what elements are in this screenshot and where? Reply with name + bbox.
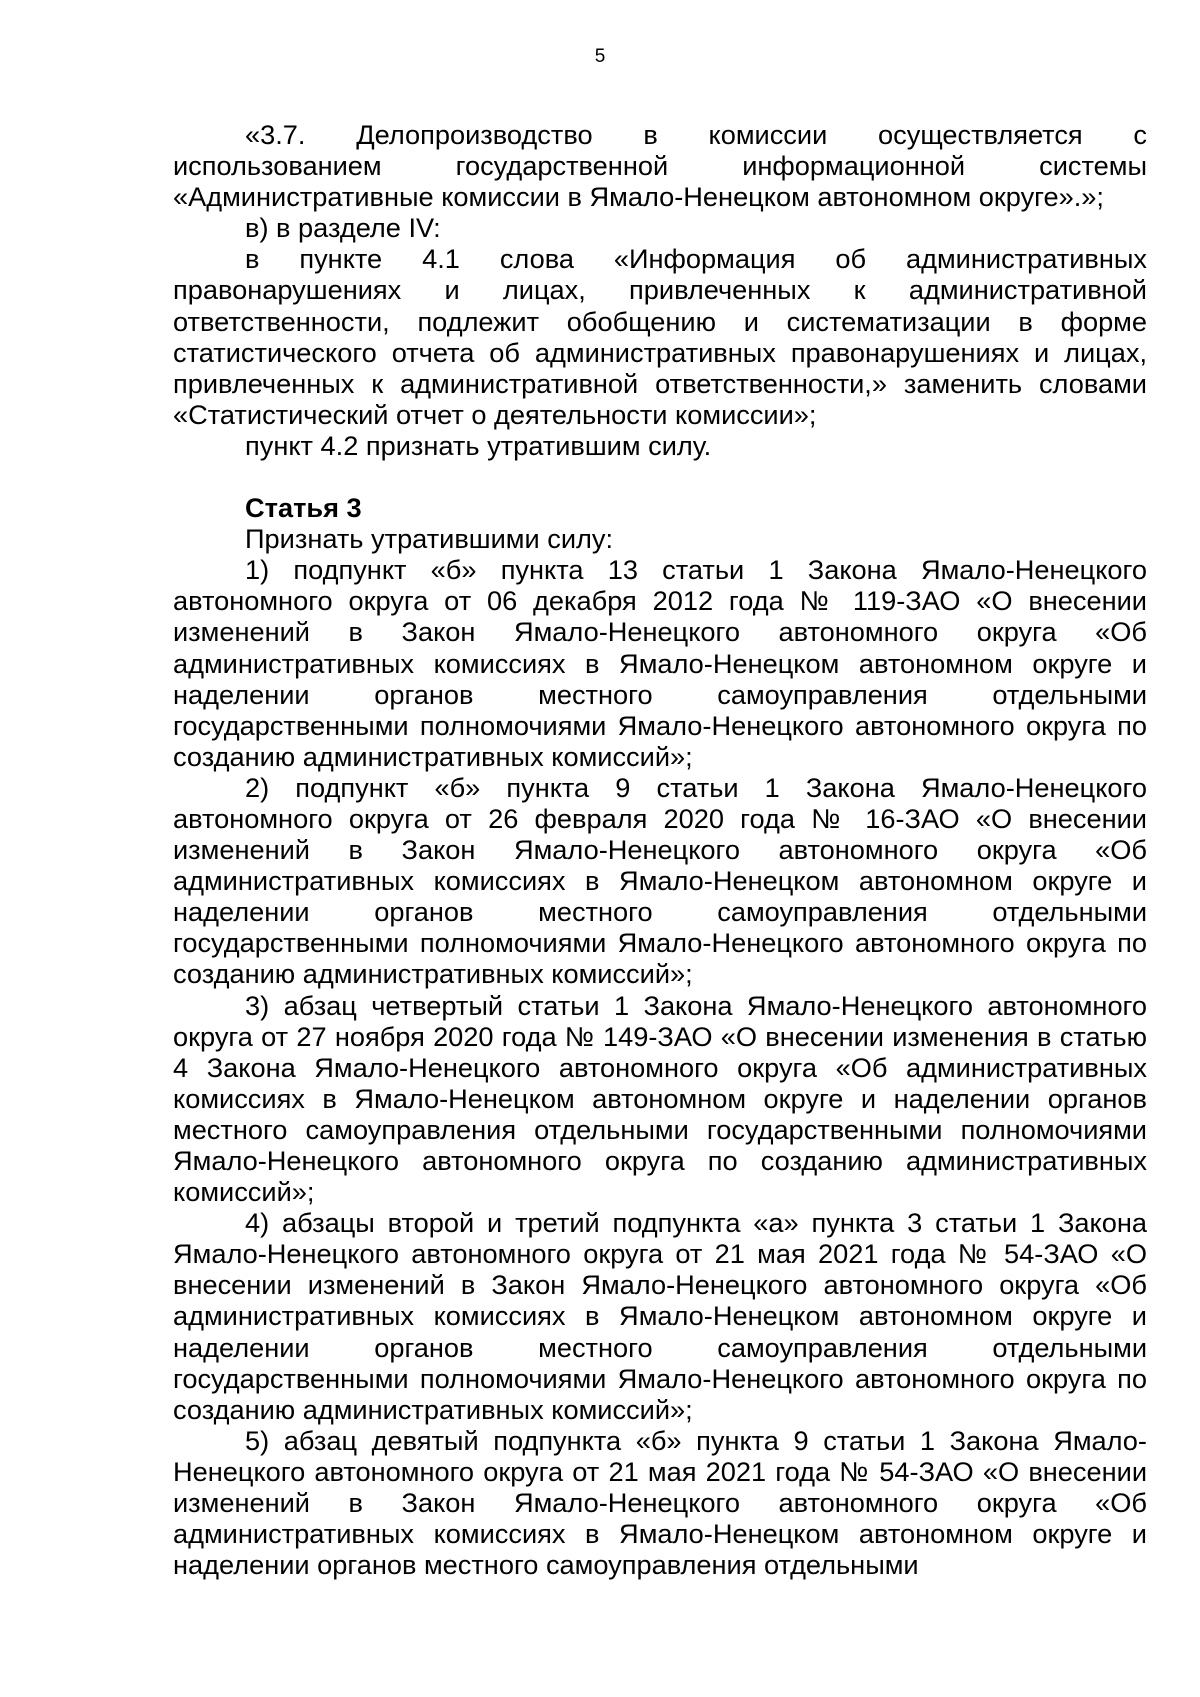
list-item: 2) подпункт «б» пункта 9 статьи 1 Закона Ямало-Ненецкого автономного округа от 26 февраля 2020 года № 16-ЗАО «О внесении изменений в Закон Ямало-Ненецкого автономного округа «Об административных комиссиях в Ямало-Ненецком автономном округе и наделении органов местного самоуправления отдельными государственными полномочиями Ямало-Ненецкого автономного округа по созданию административных комиссий»;: [173, 771, 1147, 990]
paragraph-section-iv: в) в разделе IV:: [245, 212, 441, 244]
page-number: 5: [594, 46, 606, 67]
list-item: 4) абзацы второй и третий подпункта «а» пункта 3 статьи 1 Закона Ямало-Ненецкого автономного округа от 21 мая 2021 года № 54-ЗАО «О внесении изменений в Закон Ямало-Ненецкого автономного округа «Об административных комиссиях в Ямало-Ненецком автономном округе и наделении органов местного самоуправления отдельными государственными полномочиями Ямало-Ненецкого автономного округа по созданию административных комиссий»;: [173, 1207, 1147, 1425]
paragraph-point-4-1: в пункте 4.1 слова «Информация об административных правонарушениях и лицах, привлеченных к административной ответственности, подлежит обобщению и систематизации в форме статистического отчета об административных правонарушениях и лицах, привлеченных к административной ответственности,» заменить словами «Статистический отчет о деятельности комиссии»;: [173, 243, 1147, 430]
list-item: 3) абзац четвертый статьи 1 Закона Ямало-Ненецкого автономного округа от 27 ноября 2020 года № 149-ЗАО «О внесении изменения в статью 4 Закона Ямало-Ненецкого автономного округа «Об административных комиссиях в Ямало-Ненецком автономном округе и наделении органов местного самоуправления отдельными государственными полномочиями Ямало-Ненецкого автономного округа по созданию административных комиссий»;: [173, 989, 1147, 1208]
document-body: [173, 119, 1147, 1580]
article-heading: Статья 3: [245, 492, 362, 524]
spacer: [173, 461, 1147, 492]
paragraph-point-4-2: пункт 4.2 признать утратившим силу.: [245, 429, 712, 461]
article-intro: Признать утратившими силу:: [245, 523, 614, 555]
list-item: 1) подпункт «б» пункта 13 статьи 1 Закона Ямало-Ненецкого автономного округа от 06 декабря 2012 года № 119-ЗАО «О внесении изменений в Закон Ямало-Ненецкого автономного округа «Об административных комиссиях в Ямало-Ненецком автономном округе и наделении органов местного самоуправления отдельными государственными полномочиями Ямало-Ненецкого автономного округа по созданию административных комиссий»;: [173, 554, 1147, 772]
list-item: 5) абзац девятый подпункта «б» пункта 9 статьи 1 Закона Ямало-Ненецкого автономного округа от 21 мая 2021 года № 54-ЗАО «О внесении изменений в Закон Ямало-Ненецкого автономного округа «Об административных комиссиях в Ямало-Ненецком автономном округе и наделении органов местного самоуправления отдельными: [173, 1424, 1147, 1581]
paragraph-3-7: «3.7. Делопроизводство в комиссии осуществляется с использованием государственной информационной системы «Административные комиссии в Ямало-Ненецком автономном округе».»;: [173, 119, 1147, 213]
